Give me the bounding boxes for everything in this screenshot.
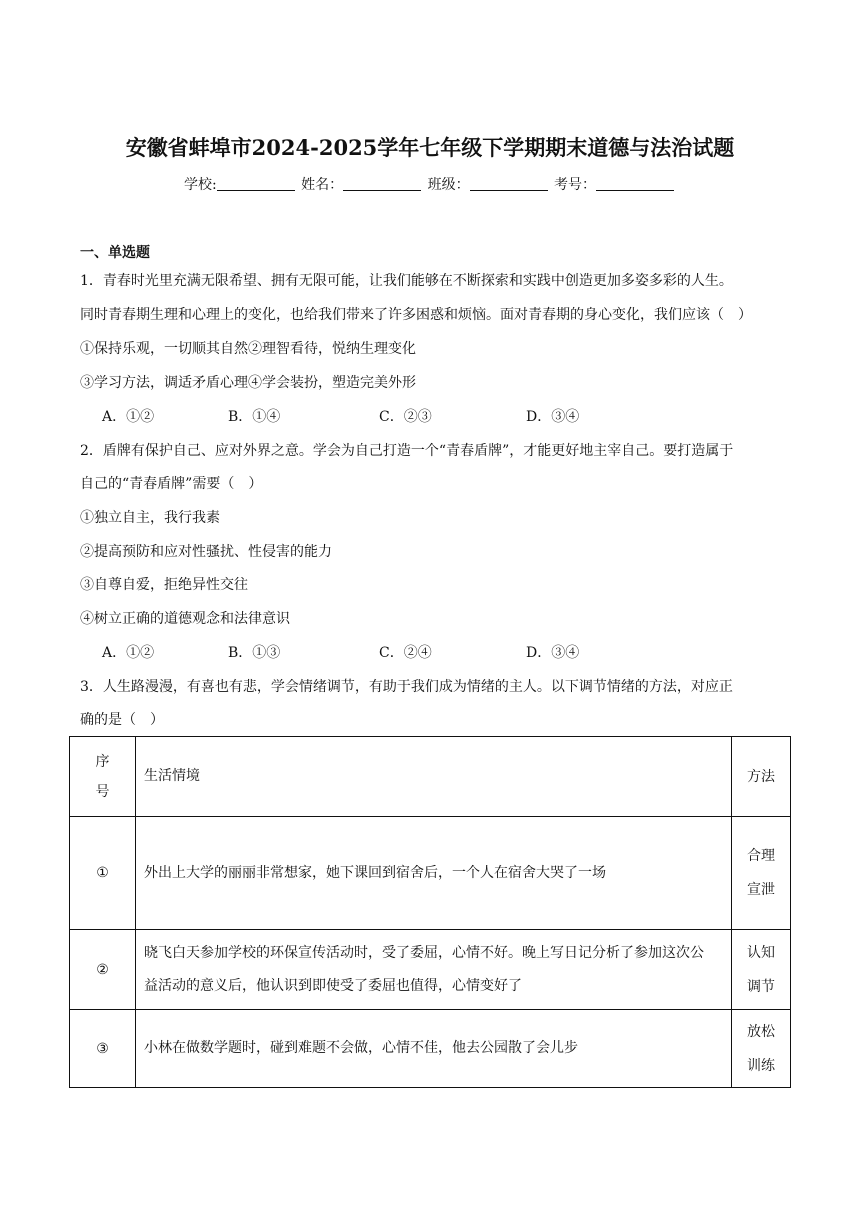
- row-number: ③: [70, 1010, 136, 1088]
- q2-statement-2: ②提高预防和应对性骚扰、性侵害的能力: [80, 544, 332, 560]
- class-label: 班级：: [427, 177, 470, 193]
- student-info-line: [0, 174, 860, 194]
- school-blank[interactable]: [217, 176, 295, 191]
- header-method: 方法: [732, 737, 791, 817]
- method-line: 合理: [747, 848, 775, 864]
- q2-statement-4: ④树立正确的道德观念和法律意识: [80, 611, 290, 627]
- name-label: 姓名：: [301, 177, 344, 193]
- method-line: 训练: [747, 1057, 775, 1074]
- q3-stem-line-2: 确的是（ ）: [80, 712, 164, 728]
- q1-option-c[interactable]: C．②③: [379, 409, 432, 425]
- q2-option-a[interactable]: A．①②: [102, 645, 155, 661]
- section-heading: 一、单选题: [80, 245, 150, 261]
- context-line: 外出上大学的丽丽非常想家，她下课回到宿舍后，一个人在宿舍大哭了一场: [144, 864, 606, 881]
- context-line: 益活动的意义后，他认识到即使受了委屈也值得，心情变好了: [144, 977, 522, 994]
- q1-stem-line-1: 1．青春时光里充满无限希望、拥有无限可能，让我们能够在不断探索和实践中创造更加多姿多彩的人生。: [80, 273, 733, 289]
- q2-statement-3: ③自尊自爱，拒绝异性交往: [80, 577, 248, 593]
- q1-statement-line-2: ③学习方法，调适矛盾心理④学会装扮，塑造完美外形: [80, 375, 416, 391]
- q1-statement-line-1: ①保持乐观，一切顺其自然②理智看待，悦纳生理变化: [80, 341, 416, 357]
- exam-number-blank[interactable]: [596, 176, 674, 191]
- table-row: [70, 817, 791, 930]
- method-line: 调节: [747, 978, 775, 995]
- q3-table: [69, 736, 791, 1088]
- row-context: [136, 817, 732, 930]
- row-number: ②: [70, 930, 136, 1010]
- q1-stem-line-2: 同时青春期生理和心理上的变化，也给我们带来了许多困惑和烦恼。面对青春期的身心变化，我们应该（ ）: [80, 307, 752, 323]
- q2-statement-1: ①独立自主，我行我素: [80, 510, 220, 526]
- exam-number-label: 考号：: [554, 177, 597, 193]
- name-blank[interactable]: [343, 176, 421, 191]
- class-blank[interactable]: [470, 176, 548, 191]
- header-number: 序 号: [70, 737, 136, 817]
- q1-option-b[interactable]: B．①④: [228, 409, 281, 425]
- q2-option-d[interactable]: D．③④: [526, 645, 580, 661]
- method-line: 放松: [747, 1023, 775, 1040]
- context-line: 小林在做数学题时，碰到难题不会做，心情不佳，他去公园散了会儿步: [144, 1040, 578, 1056]
- q2-option-c[interactable]: C．②④: [379, 645, 432, 661]
- table-row: [70, 930, 791, 1010]
- q3-stem-line-1: 3．人生路漫漫，有喜也有悲，学会情绪调节，有助于我们成为情绪的主人。以下调节情绪的方法，对应正: [80, 679, 733, 695]
- table-row: [70, 1010, 791, 1088]
- method-line: 认知: [747, 944, 775, 961]
- row-method: [732, 1010, 791, 1088]
- q2-option-b[interactable]: B．①③: [228, 645, 281, 661]
- row-method: [732, 817, 791, 930]
- page-title: 安徽省蚌埠市2024-2025学年七年级下学期期末道德与法治试题: [125, 135, 735, 160]
- school-label: 学校:: [183, 177, 217, 193]
- row-method: [732, 930, 791, 1010]
- q2-stem-line-2: 自己的“青春盾牌”需要（ ）: [80, 476, 263, 492]
- q1-option-a[interactable]: A．①②: [102, 409, 155, 425]
- method-line: 宣泄: [747, 882, 775, 898]
- header-context: 生活情境: [136, 737, 732, 817]
- q2-stem-line-1: 2．盾牌有保护自己、应对外界之意。学会为自己打造一个“青春盾牌”，才能更好地主宰自己。要打造属于: [80, 443, 734, 459]
- q1-option-d[interactable]: D．③④: [526, 409, 580, 425]
- row-number: ①: [70, 817, 136, 930]
- context-line: 晓飞白天参加学校的环保宣传活动时，受了委屈，心情不好。晚上写日记分析了参加这次公: [144, 944, 704, 961]
- row-context: [136, 1010, 732, 1088]
- table-header-row: [70, 737, 791, 817]
- row-context: [136, 930, 732, 1010]
